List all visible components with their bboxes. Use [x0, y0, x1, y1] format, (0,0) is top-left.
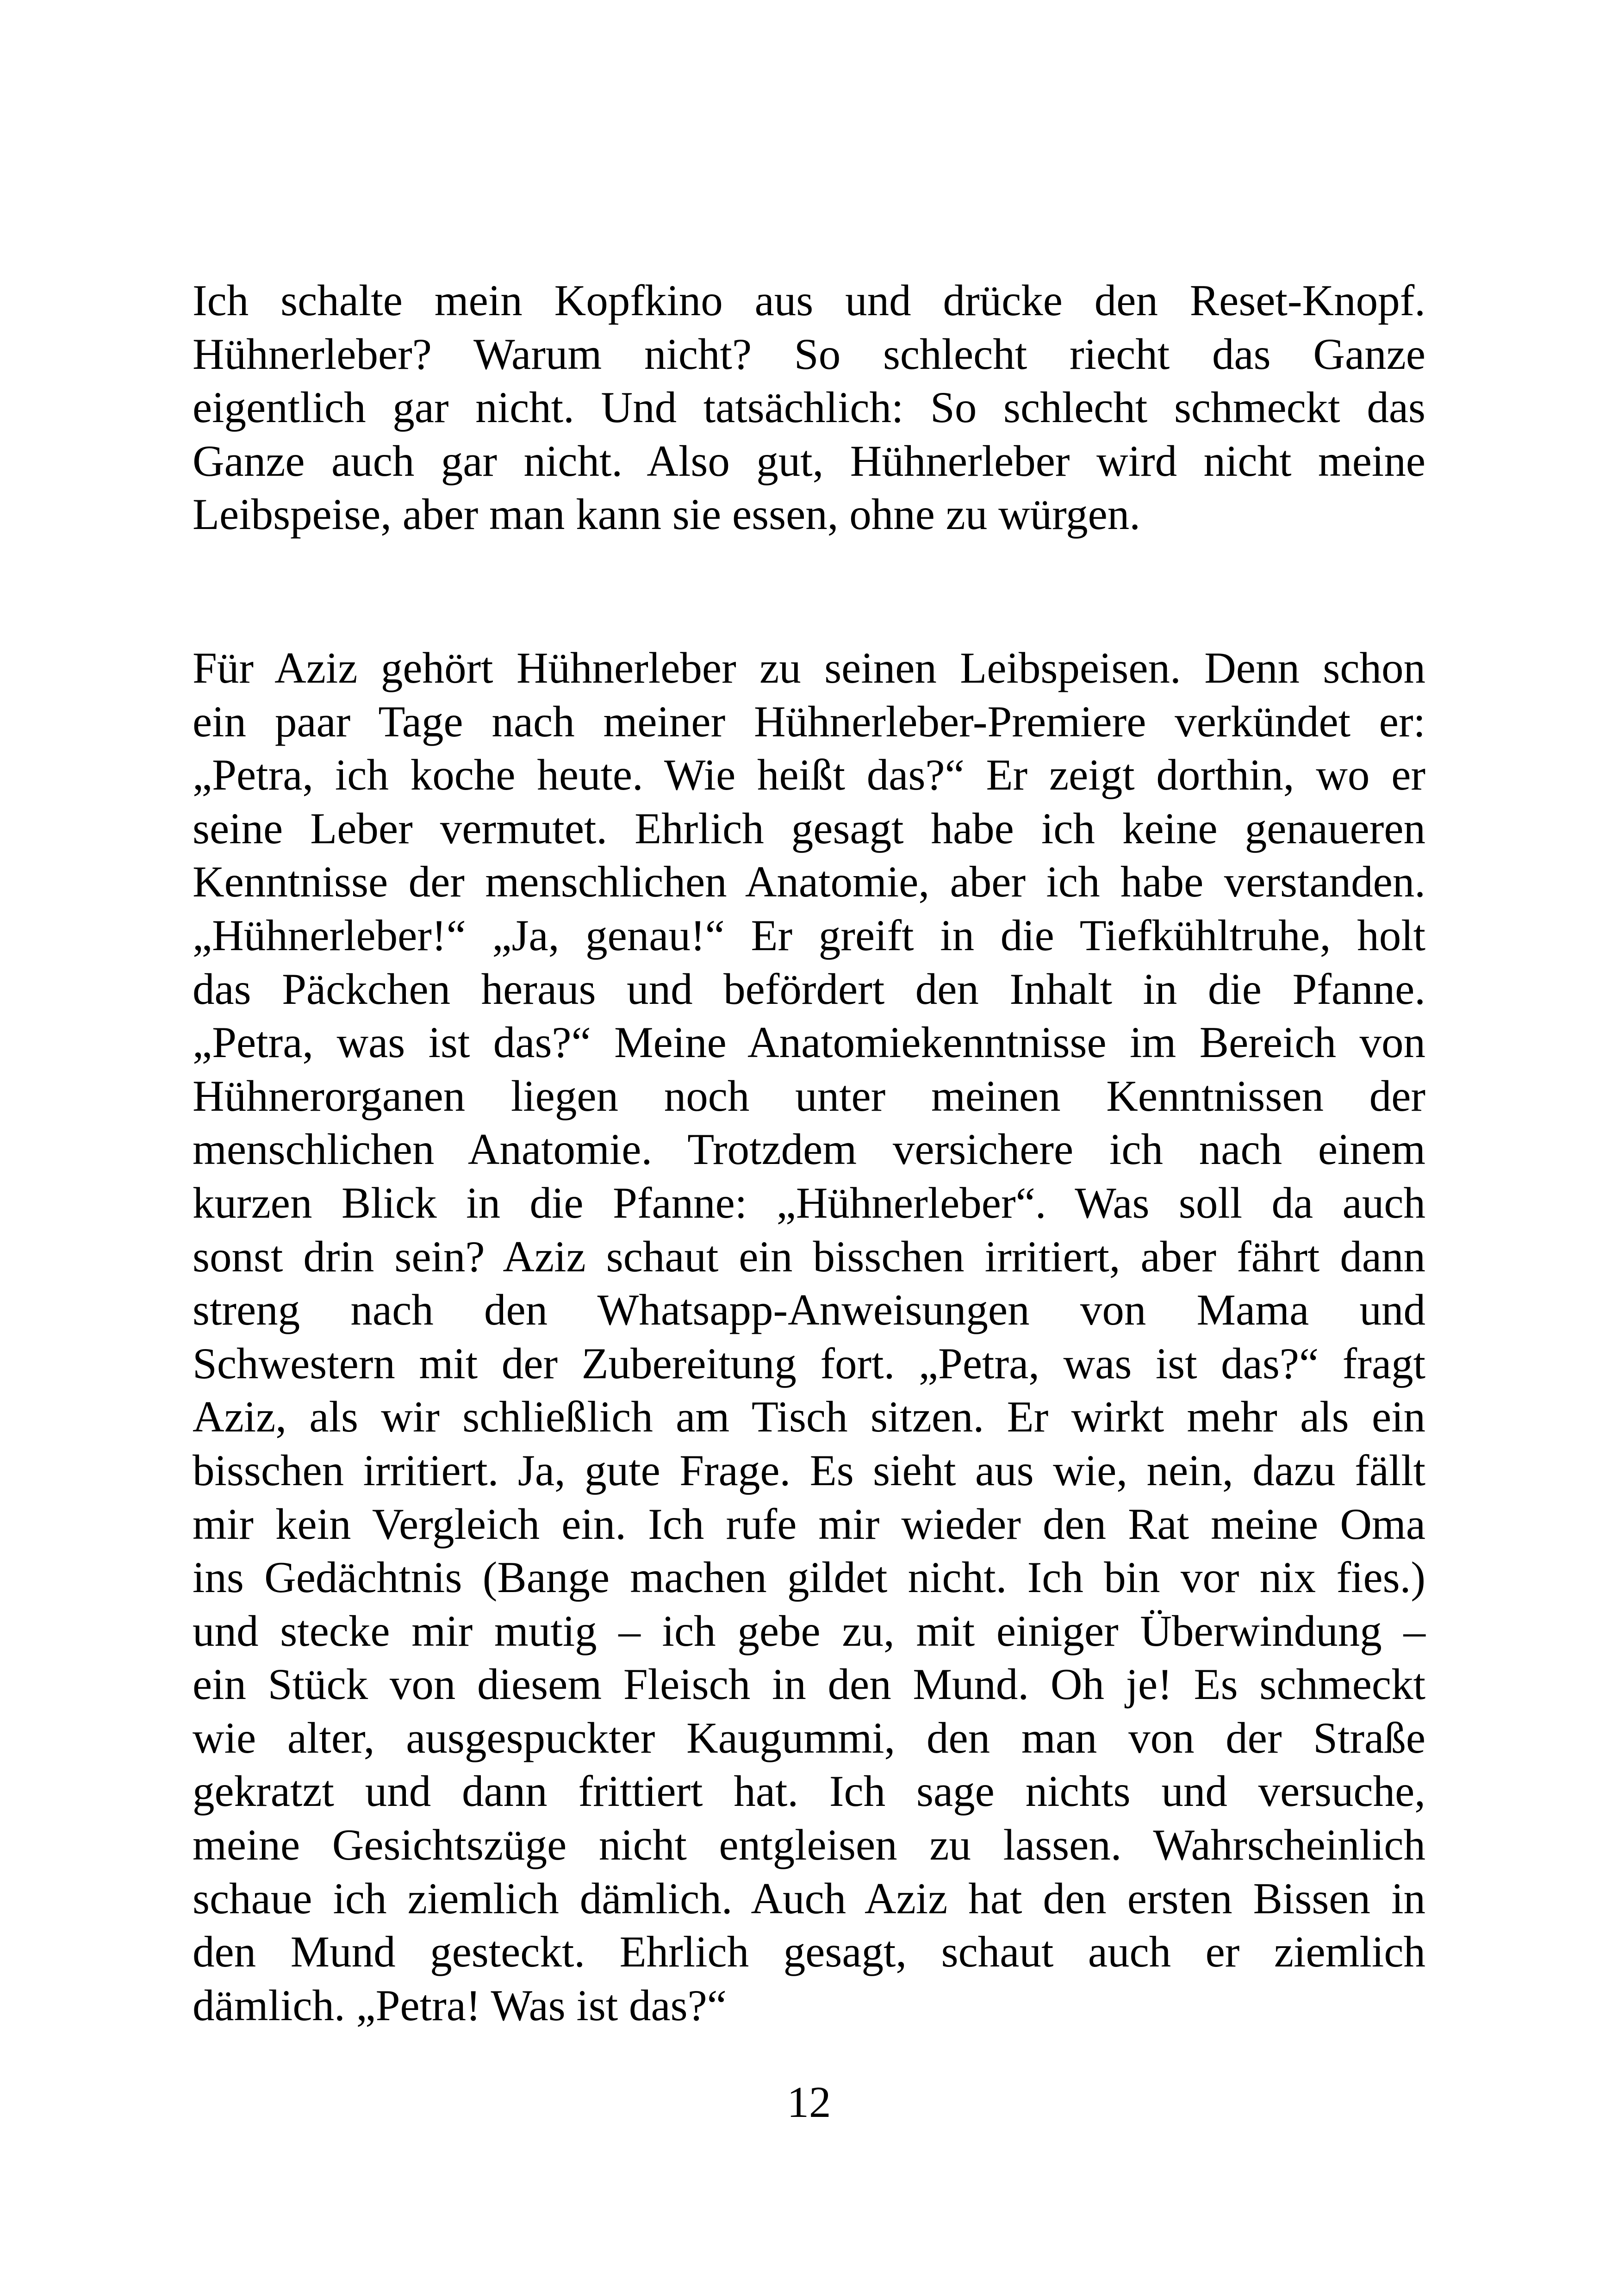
text-line: seine Leber vermutet. Ehrlich gesagt habe ich keine genaueren [193, 803, 1425, 853]
text-line: meine Gesichtszüge nicht entgleisen zu lassen. Wahrscheinlich [193, 1820, 1425, 1870]
text-line: schaue ich ziemlich dämlich. Auch Aziz hat den ersten Bissen in [193, 1873, 1425, 1923]
text-line: kurzen Blick in die Pfanne: „Hühnerleber“. Was soll da auch [193, 1178, 1425, 1227]
text-line: bisschen irritiert. Ja, gute Frage. Es sieht aus wie, nein, dazu fällt [193, 1445, 1425, 1495]
text-line: sonst drin sein? Aziz schaut ein bisschen irritiert, aber fährt dann [193, 1232, 1425, 1281]
text-line: Schwestern mit der Zubereitung fort. „Petra, was ist das?“ fragt [193, 1338, 1425, 1388]
text-line: Hühnerleber? Warum nicht? So schlecht riecht das Ganze [193, 329, 1425, 379]
text-line: streng nach den Whatsapp-Anweisungen von Mama und [193, 1285, 1425, 1335]
text-line: Kenntnisse der menschlichen Anatomie, aber ich habe verstanden. [193, 857, 1425, 907]
text-line: Für Aziz gehört Hühnerleber zu seinen Leibspeisen. Denn schon [193, 643, 1425, 692]
paragraph-1 [193, 274, 1425, 541]
text-line: ein paar Tage nach meiner Hühnerleber-Premiere verkündet er: [193, 697, 1425, 746]
text-line: den Mund gesteckt. Ehrlich gesagt, schaut auch er ziemlich [193, 1927, 1425, 1977]
text-line: „Hühnerleber!“ „Ja, genau!“ Er greift in die Tiefkühltruhe, holt [193, 910, 1425, 960]
text-line: „Petra, ich koche heute. Wie heißt das?“ Er zeigt dorthin, wo er [193, 750, 1425, 800]
text-line: gekratzt und dann frittiert hat. Ich sage nichts und versuche, [193, 1767, 1425, 1816]
text-line: Aziz, als wir schließlich am Tisch sitzen. Er wirkt mehr als ein [193, 1392, 1425, 1442]
text-line: eigentlich gar nicht. Und tatsächlich: So schlecht schmeckt das [193, 383, 1425, 432]
text-line: Hühnerorganen liegen noch unter meinen Kenntnissen der [193, 1071, 1425, 1120]
text-line: ins Gedächtnis (Bange machen gildet nicht. Ich bin vor nix fies.) [193, 1553, 1425, 1602]
text-line: dämlich. „Petra! Was ist das?“ [193, 1980, 727, 2030]
text-line: menschlichen Anatomie. Trotzdem versichere ich nach einem [193, 1125, 1425, 1174]
page-number: 12 [787, 2078, 831, 2127]
text-line: ein Stück von diesem Fleisch in den Mund. Oh je! Es schmeckt [193, 1660, 1425, 1709]
text-line: Ich schalte mein Kopfkino aus und drücke den Reset-Knopf. [193, 276, 1425, 325]
text-line: und stecke mir mutig – ich gebe zu, mit einiger Überwindung – [193, 1606, 1425, 1655]
text-line: „Petra, was ist das?“ Meine Anatomiekenntnisse im Bereich von [193, 1018, 1425, 1067]
text-line: Ganze auch gar nicht. Also gut, Hühnerleber wird nicht meine [193, 436, 1425, 485]
text-line: wie alter, ausgespuckter Kaugummi, den man von der Straße [193, 1713, 1425, 1762]
text-line: das Päckchen heraus und befördert den Inhalt in die Pfanne. [193, 964, 1425, 1014]
text-line: mir kein Vergleich ein. Ich rufe mir wieder den Rat meine Oma [193, 1499, 1425, 1549]
text-line: Leibspeise, aber man kann sie essen, ohne zu würgen. [193, 490, 1141, 539]
paragraph-2 [193, 641, 1425, 2032]
